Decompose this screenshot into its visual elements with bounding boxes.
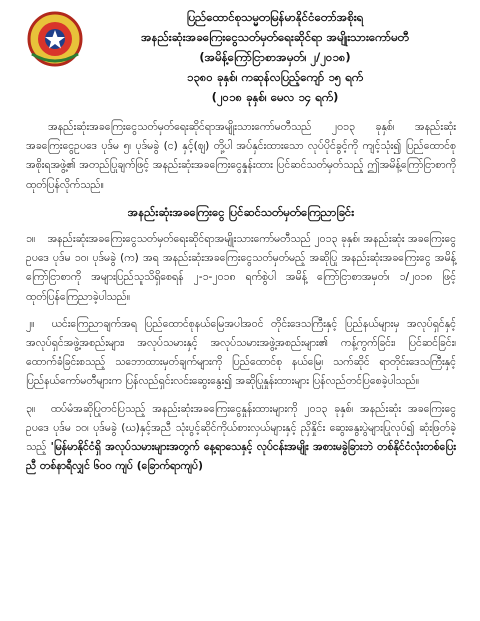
header-myanmar-date: ၁၃၈၀ ခုနှစ်၊ ကဆုန်လပြည့်ကျော် ၁၅ ရက် — [186, 70, 364, 84]
header-gregorian-date: (၂၀၁၈ ခုနှစ်၊ မေလ ၁၄ ရက်) — [211, 90, 339, 104]
document-body — [26, 118, 456, 484]
numbered-paragraph — [26, 400, 456, 477]
paragraph-bold-text: 'မြန်မာနိုင်ငံရှိ အလုပ်သမားများအတွက် နေ့ရာသေနှင့် လုပ်ငန်းအမျိုး အစားမခွဲခြားဘဲ တစ်နိုင်ငံလုံးတစ်ပြေးညီ တစ်နာရီလျှင် ၆၀၀ ကျပ် (ခြောက်ရာကျပ်) — [26, 441, 456, 473]
numbered-paragraph — [26, 315, 456, 392]
paragraph-number: ၁။ — [26, 233, 36, 246]
paragraph-text: အနည်းဆုံးအခကြေးငွေသတ်မှတ်ရေးဆိုင်ရာအမျိုးသားကော်မတီသည် ၂၀၁၃ ခုနှစ်၊ အနည်းဆုံး အခကြေးငွေဥပဒေ ပုဒ်မ ၁၀၊ ပုဒ်မခွဲ (က) အရ အနည်းဆုံးအခကြေးငွေသတ်မှတ်မည့် အဆိုပြု အနည်းဆုံးအခကြေးငွေ အမိန့်ကြော်ငြာစာကို အများပြည်သူသိရှိစေရန် ၂-၁-၂၀၁၈ ရက်စွဲပါ အမိန့် ကြော်ငြာစာအမှတ်၊ ၁/၂၀၁၈ ဖြင့် ထုတ်ပြန်ကြေညာခဲ့ပါသည်။ — [26, 233, 456, 303]
paragraph-text: ယင်းကြေညာချက်အရ ပြည်ထောင်စုနယ်မြေအပါအဝင် တိုင်းဒေသကြီးနှင့် ပြည်နယ်များမှ အလုပ်ရှင်နှင့် အလုပ်ရှင်အဖွဲ့အစည်းများ၊ အလုပ်သမားနှင့် အလုပ်သမားအဖွဲ့အစည်းများ၏ ကန့်ကွက်ခြင်း၊ ပြင်ဆင်ခြင်း၊ ထောက်ခံခြင်းစသည့် သဘောထားမှတ်ချက်များကို ပြည်ထောင်စု နယ်မြေ၊ သက်ဆိုင် ရာတိုင်းဒေသကြီးနှင့် ပြည်နယ်ကော်မတီများက ပြန်လည်ရှင်းလင်းဆွေးနွေး၍ အဆိုပြုနှုန်းထားများ ပြန်လည်တင်ပြစေခဲ့ပါသည်။ — [26, 317, 456, 388]
paragraph-text: ထပ်မံအဆိုပြုတင်ပြသည့် အနည်းဆုံးအခကြေးငွေနှုန်းထားများကို ၂၀၁၃ ခုနှစ်၊ အနည်းဆုံး အခကြေးငွေဥပဒေ ပုဒ်မ ၁၀၊ ပုဒ်မခွဲ (ဃ)နှင့်အညီ သုံးပွင့်ဆိုင်ကိုယ်စားလှယ်များနှင့် ညှိနှိုင်း ဆွေးနွေးပွဲများပြုလုပ်၍ ဆုံးဖြတ်ခဲ့သည့် — [26, 402, 456, 454]
header-government: ပြည်ထောင်စုသမ္မတမြန်မာနိုင်ငံတော်အစိုးရ — [186, 10, 364, 24]
paragraph-number: ၃။ — [26, 402, 36, 415]
numbered-paragraph — [26, 230, 456, 307]
intro-paragraph: အနည်းဆုံးအခကြေးငွေသတ်မှတ်ရေးဆိုင်ရာအမျိုးသားကော်မတီသည် ၂၀၁၃ ခုနှစ်၊ အနည်းဆုံး အခကြေးငွေဥပဒေ ပုဒ်မ ၅၊ ပုဒ်မခွဲ (င) နှင့်(ဈ) တို့ပါ အပ်နှင်းထားသော လုပ်ပိုင်ခွင့်ကို ကျင့်သုံး၍ ပြည်ထောင်စုအစိုးရအဖွဲ့၏ အတည်ပြုချက်ဖြင့် အနည်းဆုံးအခကြေးငွေနှုန်းထား ပြင်ဆင်သတ်မှတ်သည့် ဤအမိန့်ကြော်ငြာစာကို ထုတ်ပြန်လိုက်သည်။ — [26, 121, 456, 191]
state-seal-icon — [26, 10, 84, 68]
header-notification-number: (အမိန့်ကြော်ငြာစာအမှတ်၊ ၂/၂၀၁၈) — [199, 50, 351, 64]
header-committee: အနည်းဆုံးအခကြေးငွေသတ်မှတ်ရေးဆိုင်ရာ အမျိုးသားကော်မတီ — [141, 30, 409, 44]
paragraph-number: ၂။ — [26, 317, 35, 330]
section-heading: အနည်းဆုံးအခကြေးငွေ ပြင်ဆင်သတ်မှတ်ကြေညာခြင်း — [127, 204, 355, 219]
